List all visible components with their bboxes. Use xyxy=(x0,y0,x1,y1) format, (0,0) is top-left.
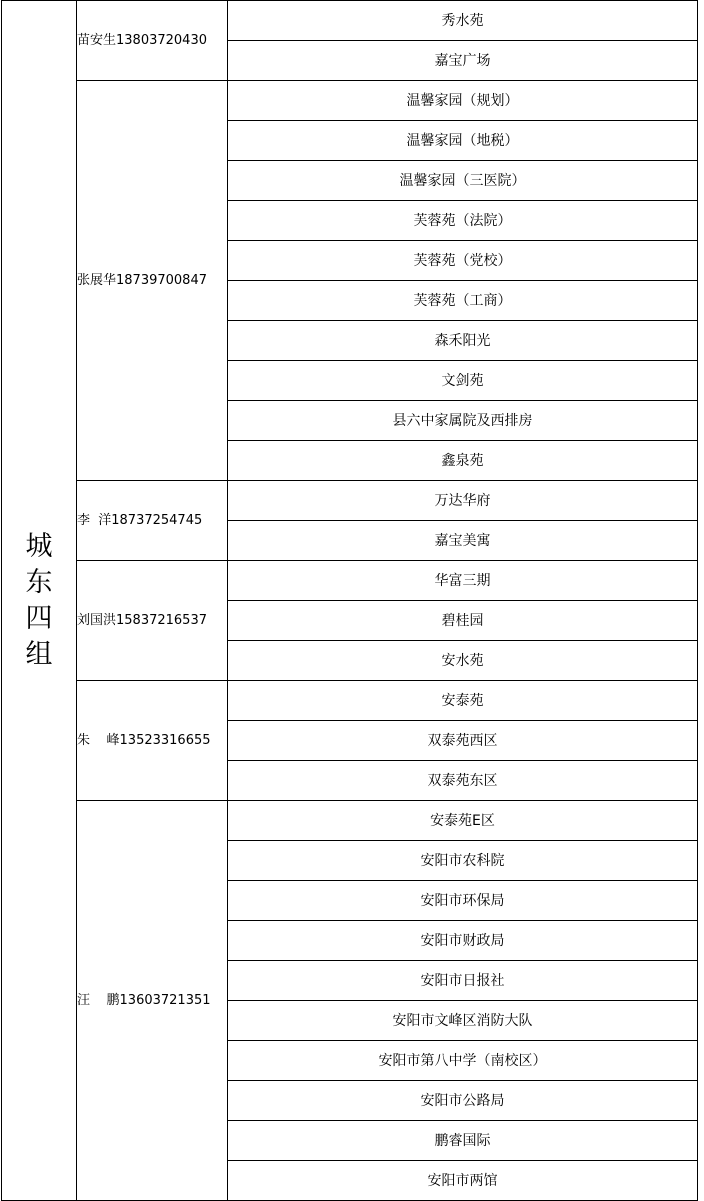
community-name: 安阳市两馆 xyxy=(228,1161,698,1201)
table-row xyxy=(2,81,698,121)
community-name: 华富三期 xyxy=(228,561,698,601)
contact-cell xyxy=(77,81,228,481)
community-name: 温馨家园（地税） xyxy=(228,121,698,161)
community-name: 碧桂园 xyxy=(228,601,698,641)
table-row xyxy=(2,561,698,601)
table-row xyxy=(2,801,698,841)
community-name: 芙蓉苑（法院） xyxy=(228,201,698,241)
group-name-cell xyxy=(2,1,77,1201)
community-name: 安泰苑 xyxy=(228,681,698,721)
contact-phone: 15837216537 xyxy=(116,612,207,628)
contact-phone: 13803720430 xyxy=(116,32,207,48)
contact-cell xyxy=(77,681,228,801)
community-name: 安阳市公路局 xyxy=(228,1081,698,1121)
community-name: 鹏睿国际 xyxy=(228,1121,698,1161)
community-name: 安阳市日报社 xyxy=(228,961,698,1001)
community-name: 温馨家园（三医院） xyxy=(228,161,698,201)
community-contact-table xyxy=(1,0,698,1201)
contact-cell xyxy=(77,1,228,81)
community-name: 嘉宝广场 xyxy=(228,41,698,81)
community-name: 森禾阳光 xyxy=(228,321,698,361)
community-name: 双泰苑东区 xyxy=(228,761,698,801)
contact-name: 汪 鹏 xyxy=(77,992,120,1008)
group-name: 城东四组 xyxy=(25,530,53,670)
community-name: 安阳市农科院 xyxy=(228,841,698,881)
table-body xyxy=(2,1,698,1201)
community-name: 安水苑 xyxy=(228,641,698,681)
contact-name: 朱 峰 xyxy=(77,732,120,748)
community-name: 鑫泉苑 xyxy=(228,441,698,481)
contact-cell xyxy=(77,561,228,681)
community-name: 文剑苑 xyxy=(228,361,698,401)
community-name: 安阳市环保局 xyxy=(228,881,698,921)
community-name: 芙蓉苑（工商） xyxy=(228,281,698,321)
community-name: 安阳市第八中学（南校区） xyxy=(228,1041,698,1081)
table-row xyxy=(2,1,698,41)
community-name: 万达华府 xyxy=(228,481,698,521)
contact-cell xyxy=(77,481,228,561)
table-row xyxy=(2,681,698,721)
contact-name: 刘国洪 xyxy=(77,612,117,628)
contact-name: 苗安生 xyxy=(77,32,117,48)
community-name: 芙蓉苑（党校） xyxy=(228,241,698,281)
community-name: 双泰苑西区 xyxy=(228,721,698,761)
community-name: 安泰苑E区 xyxy=(228,801,698,841)
contact-phone: 18739700847 xyxy=(116,272,207,288)
community-name: 县六中家属院及西排房 xyxy=(228,401,698,441)
contact-cell xyxy=(77,801,228,1201)
community-name: 嘉宝美寓 xyxy=(228,521,698,561)
community-name: 秀水苑 xyxy=(228,1,698,41)
community-name: 安阳市文峰区消防大队 xyxy=(228,1001,698,1041)
table-row xyxy=(2,481,698,521)
community-name: 安阳市财政局 xyxy=(228,921,698,961)
contact-phone: 13603721351 xyxy=(119,992,211,1008)
contact-phone: 18737254745 xyxy=(111,512,203,528)
community-name: 温馨家园（规划） xyxy=(228,81,698,121)
contact-name: 张展华 xyxy=(77,272,117,288)
contact-phone: 13523316655 xyxy=(119,732,211,748)
contact-name: 李 洋 xyxy=(77,512,112,528)
